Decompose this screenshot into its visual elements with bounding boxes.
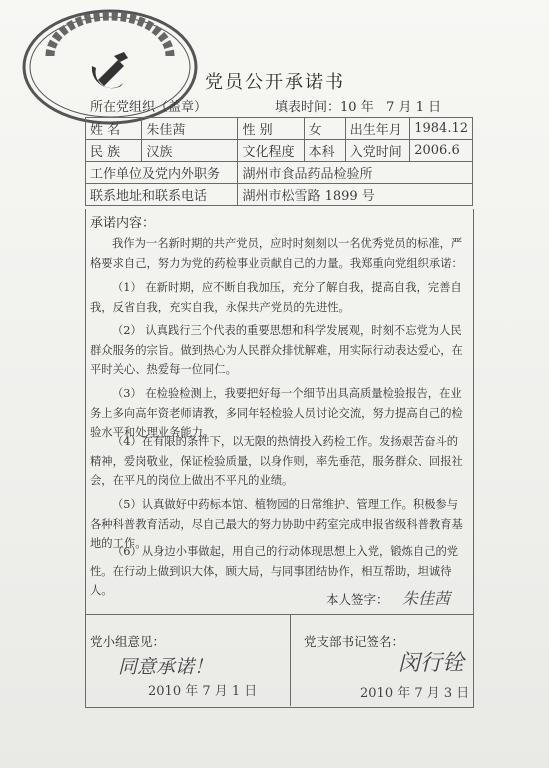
day-char: 日 (428, 100, 442, 115)
edu-value: 本科 (304, 140, 345, 162)
month-char: 月 (398, 100, 412, 115)
name-label: 姓 名 (86, 118, 142, 140)
birth-value: 1984.12 (410, 118, 473, 140)
work-value: 湖州市食品药品检验所 (238, 162, 473, 184)
fill-month: 7 (386, 100, 395, 115)
gender-value: 女 (304, 118, 345, 140)
edu-label: 文化程度 (238, 140, 304, 162)
work-label: 工作单位及党内外职务 (86, 162, 238, 184)
address-value: 湖州市松雪路 1899 号 (238, 184, 473, 206)
secretary-date: 2010 年 7 月 3 日 (360, 686, 470, 701)
pledge-item-1: （1） 在新时期，应不断自我加压，充分了解自我，提高自我，完善自我，反省自我，充实自我，永保共产党员的先进性。 (90, 281, 462, 314)
member-signature: 朱佳茜 (402, 589, 451, 608)
secretary-sign-label: 党支部书记签名： (304, 634, 405, 649)
pledge-item-3: （3） 在检验检测上，我要把好每一个细节出具高质量检验报告，在业务上多向高年资老师请教，多同年轻检验人员讨论交流，努力提高自己的检验水平和处理业务能力。 (90, 387, 463, 439)
group-date: 2010 年 7 月 1 日 (148, 684, 258, 699)
year-char: 年 (360, 100, 374, 115)
group-opinion-value: 同意承诺！ (118, 656, 214, 678)
signature-label: 本人签字： (326, 592, 389, 607)
join-value: 2006.6 (410, 140, 473, 162)
address-label: 联系地址和联系电话 (86, 184, 238, 206)
ethnic-label: 民 族 (86, 140, 142, 162)
pledge-title: 承诺内容： (90, 216, 156, 231)
party-org-label: 所在党组织（盖章） (90, 100, 208, 115)
pledge-intro: 我作为一名新时期的共产党员，应时时刻刻以一名优秀党员的标准，严格要求自己，努力为党的药检事业贡献自己的力量。我郑重向党组织承诺： (90, 237, 463, 270)
pledge-item-2: （2） 认真践行三个代表的重要思想和科学发展观，时刻不忘党为人民群众服务的宗旨。做到热心为人民群众排忧解难，用实际行动表达爱心，在平时关心、热爱每一位同仁。 (90, 324, 463, 376)
join-label: 入党时间 (345, 140, 410, 162)
group-opinion-label: 党小组意见： (90, 634, 166, 649)
fill-time-label: 填表时间： (275, 100, 341, 115)
secretary-signature: 闵行铨 (398, 651, 465, 676)
name-value: 朱佳茜 (142, 118, 238, 140)
fill-year: 10 (340, 100, 357, 115)
ethnic-value: 汉族 (142, 140, 238, 162)
pledge-item-5: （5）认真做好中药标本馆、植物园的日常维护、管理工作。积极参与各种科普教育活动，尽自己最大的努力协助中药室完成申报省级科普教育基地的工作。 (90, 498, 463, 550)
pledge-item-4: （4）在有限的条件下，以无限的热情投入药检工作。发扬艰苦奋斗的精神，爱岗敬业，保证检验质量，以身作则，率先垂范，服务群众、回报社会，在平凡的岗位上做出不平凡的业绩。 (90, 435, 463, 487)
fill-time (275, 96, 441, 115)
pledge-item-6: （6）从身边小事做起，用自己的行动体现思想上入党，锻炼自己的党性。在行动上做到识大体，顾大局，与同事团结协作，相互帮助，坦诚待人。 (90, 545, 459, 597)
birth-label: 出生年月 (345, 118, 410, 140)
approval-divider (290, 614, 291, 706)
fill-day: 1 (415, 100, 424, 115)
info-table (85, 117, 473, 206)
document-title: 党员公开承诺书 (205, 72, 345, 93)
gender-label: 性 别 (238, 118, 304, 140)
hammer-sickle-icon (92, 52, 128, 88)
